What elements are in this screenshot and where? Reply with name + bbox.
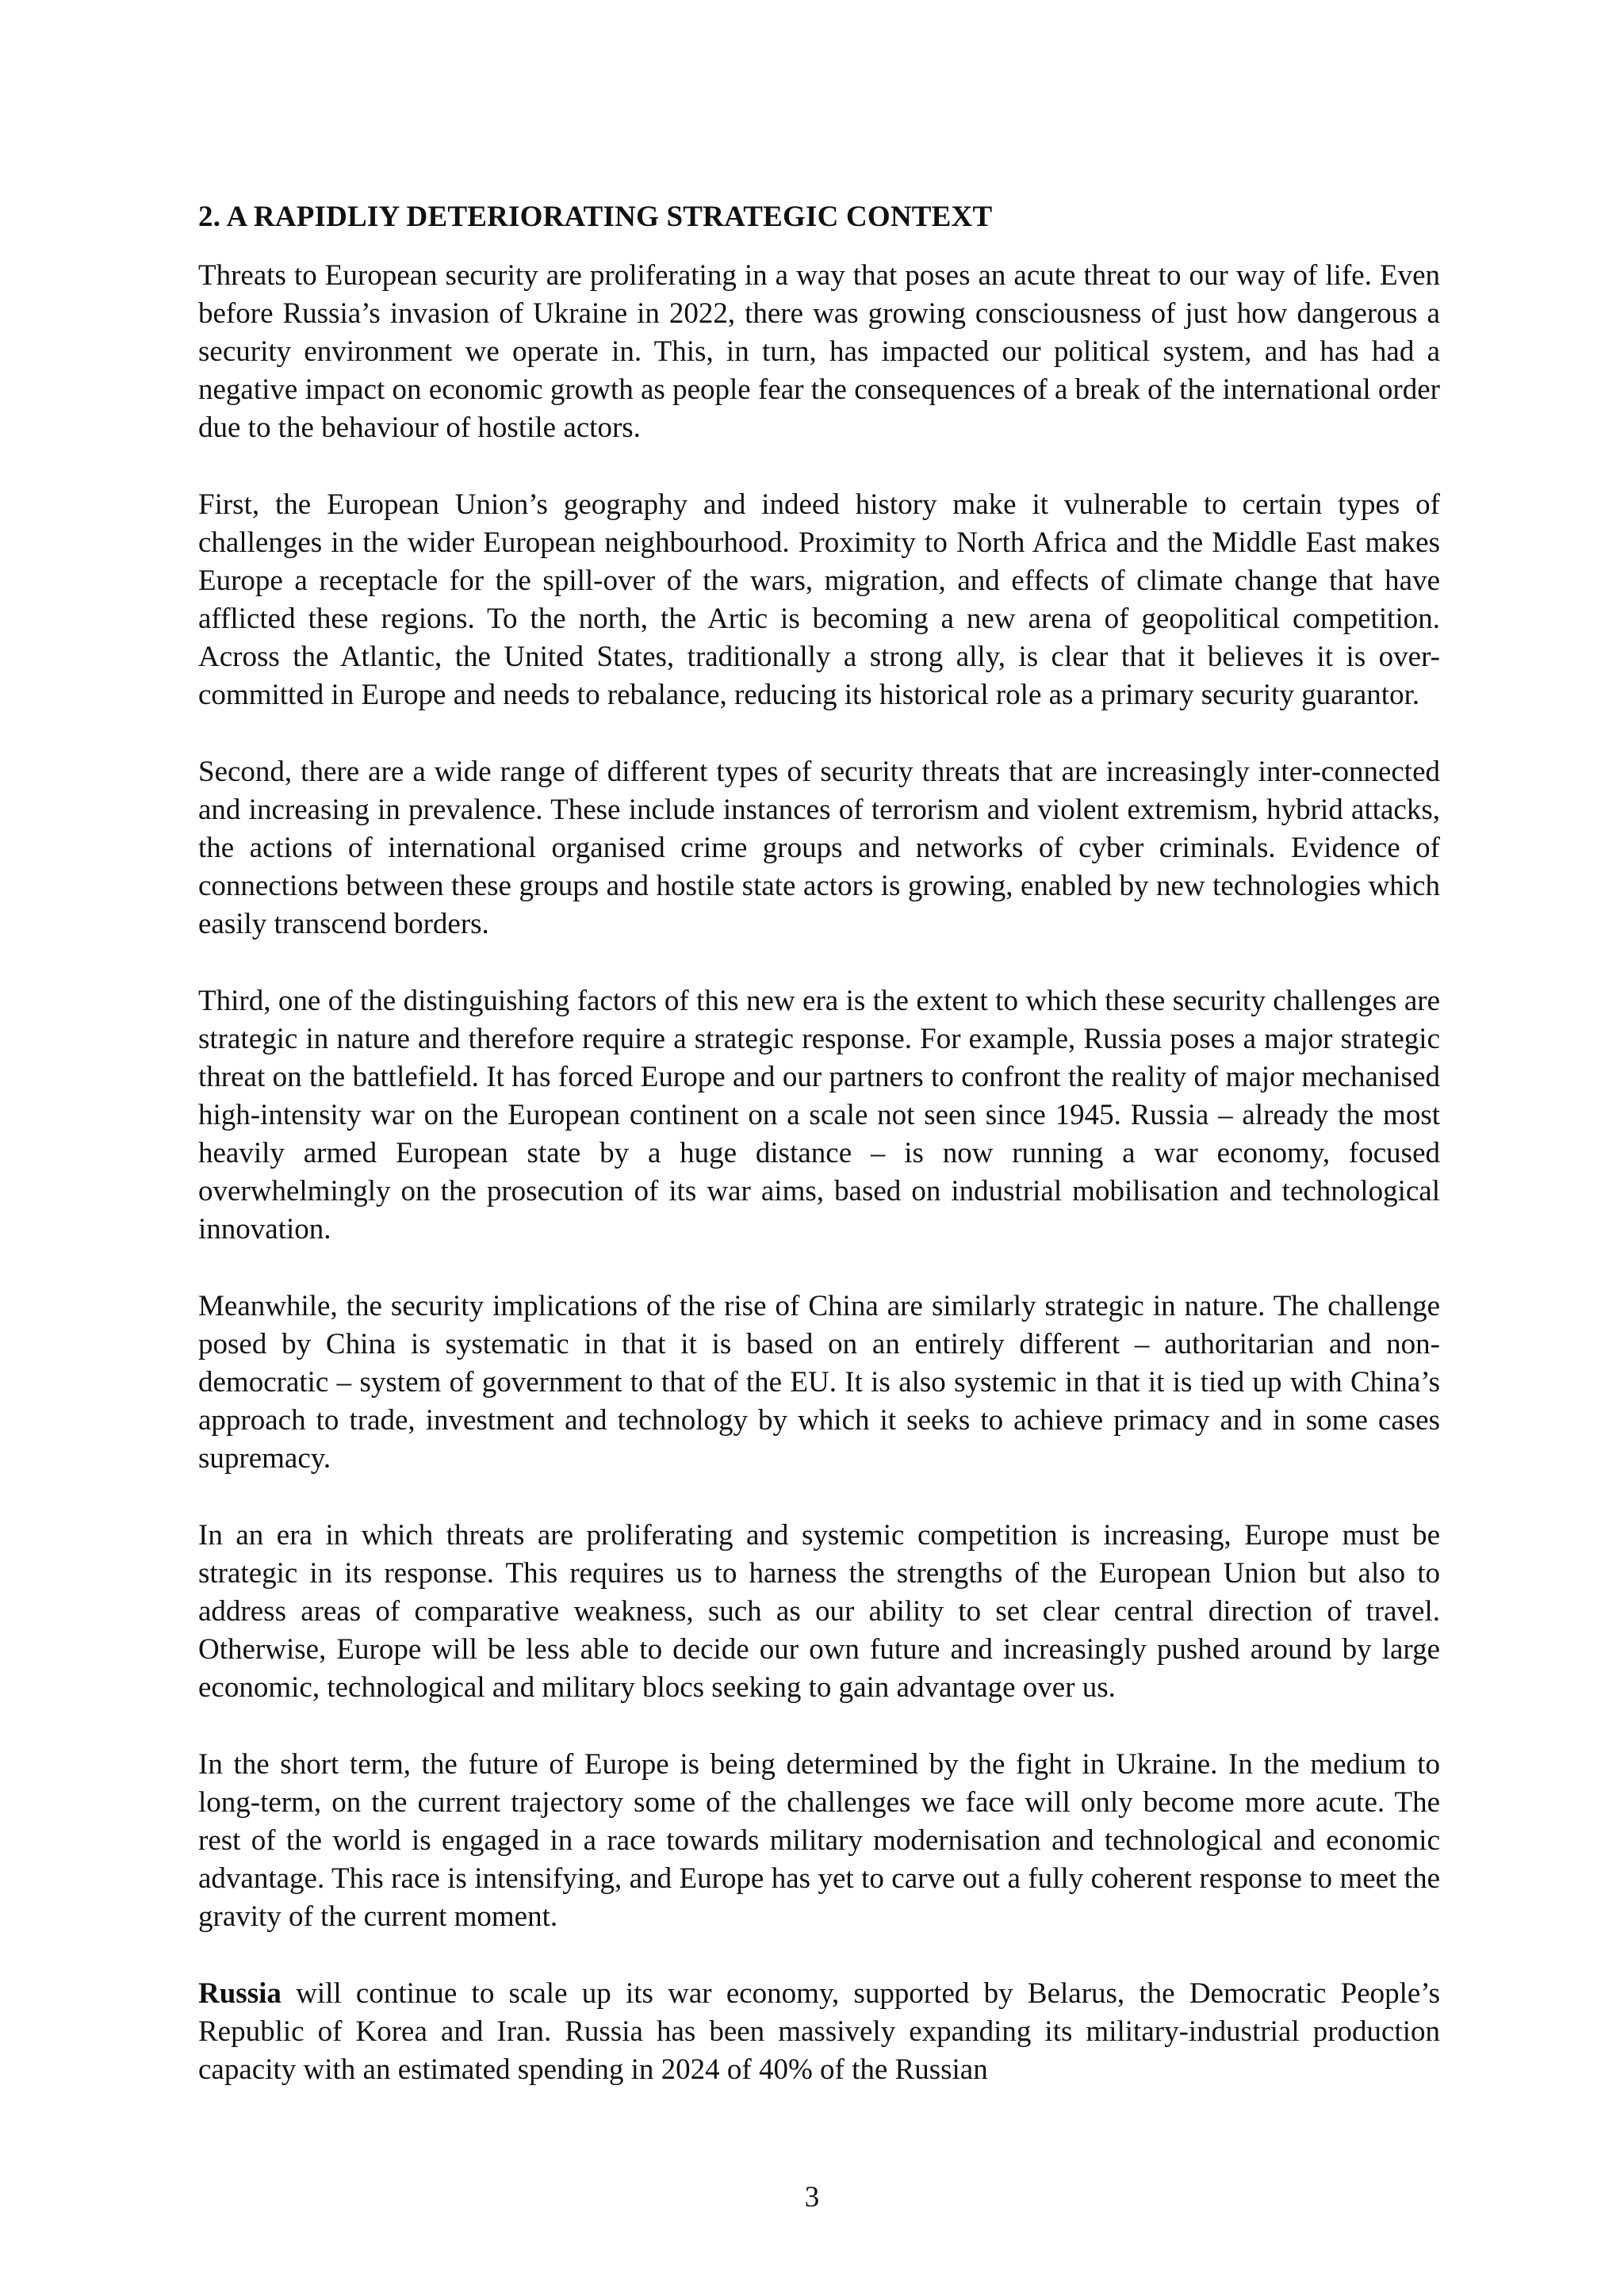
paragraph-europe-response: In an era in which threats are proliferating and systemic competition is increasing, Europe must be strategic in its response. This requires us to harness the strengths of the European Union but also to address areas of comparative weakness, such as our ability to set clear central direction of travel. Otherwise, Europe will be less able to decide our own future and increasingly pushed around by large economic, technological and military blocs seeking to gain advantage over us.: [198, 1519, 1440, 1704]
paragraph-geography: First, the European Union’s geography and indeed history make it vulnerable to certain types of challenges in the wider European neighbourhood. Proximity to North Africa and the Middle East makes Europe a receptacle for the spill-over of the wars, migration, and effects of climate change that have afflicted these regions. To the north, the Artic is becoming a new arena of geopolitical competition. Across the Atlantic, the United States, traditionally a strong ally, is clear that it believes it is over-committed in Europe and needs to rebalance, reducing its historical role as a primary security guarantor.: [198, 488, 1440, 711]
page-number: 3: [804, 2181, 820, 2214]
paragraph-russia-text: will continue to scale up its war economy, supported by Belarus, the Democratic People’s Republic of Korea and Iran. Russia has been massively expanding its military-industrial production capacity with an estimated spending in 2024 of 40% of the Russian: [198, 1977, 1440, 2086]
paragraph-china: Meanwhile, the security implications of the rise of China are similarly strategic in nature. The challenge posed by China is systematic in that it is based on an entirely different – authoritarian and non-democratic – system of government to that of the EU. It is also systemic in that it is tied up with China’s approach to trade, investment and technology by which it seeks to achieve primacy and in some cases supremacy.: [198, 1290, 1440, 1475]
page-body: [198, 198, 1440, 2128]
paragraph-short-term: In the short term, the future of Europe is being determined by the fight in Ukraine. In the medium to long-term, on the current trajectory some of the challenges we face will only become more acute. The rest of the world is engaged in a race towards military modernisation and technological and economic advantage. This race is intensifying, and Europe has yet to carve out a fully coherent response to meet the gravity of the current moment.: [198, 1748, 1440, 1933]
paragraph-russia-war-economy: [198, 1975, 1440, 2089]
section-heading: 2. A RAPIDLIY DETERIORATING STRATEGIC CONTEXT: [198, 201, 993, 233]
paragraph-threat-types: Second, there are a wide range of different types of security threats that are increasingly inter-connected and increasing in prevalence. These include instances of terrorism and violent extremism, hybrid attacks, the actions of international organised crime groups and networks of cyber criminals. Evidence of connections between these groups and hostile state actors is growing, enabled by new technologies which easily transcend borders.: [198, 756, 1440, 940]
paragraph-strategic-russia: Third, one of the distinguishing factors of this new era is the extent to which these security challenges are strategic in nature and therefore require a strategic response. For example, Russia poses a major strategic threat on the battlefield. It has forced Europe and our partners to confront the reality of major mechanised high-intensity war on the European continent on a scale not seen since 1945. Russia – already the most heavily armed European state by a huge distance – is now running a war economy, focused overwhelmingly on the prosecution of its war aims, based on industrial mobilisation and technological innovation.: [198, 985, 1440, 1246]
bold-lead-russia: Russia: [198, 1977, 282, 2010]
paragraph-threats-intro: Threats to European security are proliferating in a way that poses an acute threat to our way of life. Even before Russia’s invasion of Ukraine in 2022, there was growing consciousness of just how dangerous a security environment we operate in. This, in turn, has impacted our political system, and has had a negative impact on economic growth as people fear the consequences of a break of the international order due to the behaviour of hostile actors.: [198, 259, 1440, 444]
